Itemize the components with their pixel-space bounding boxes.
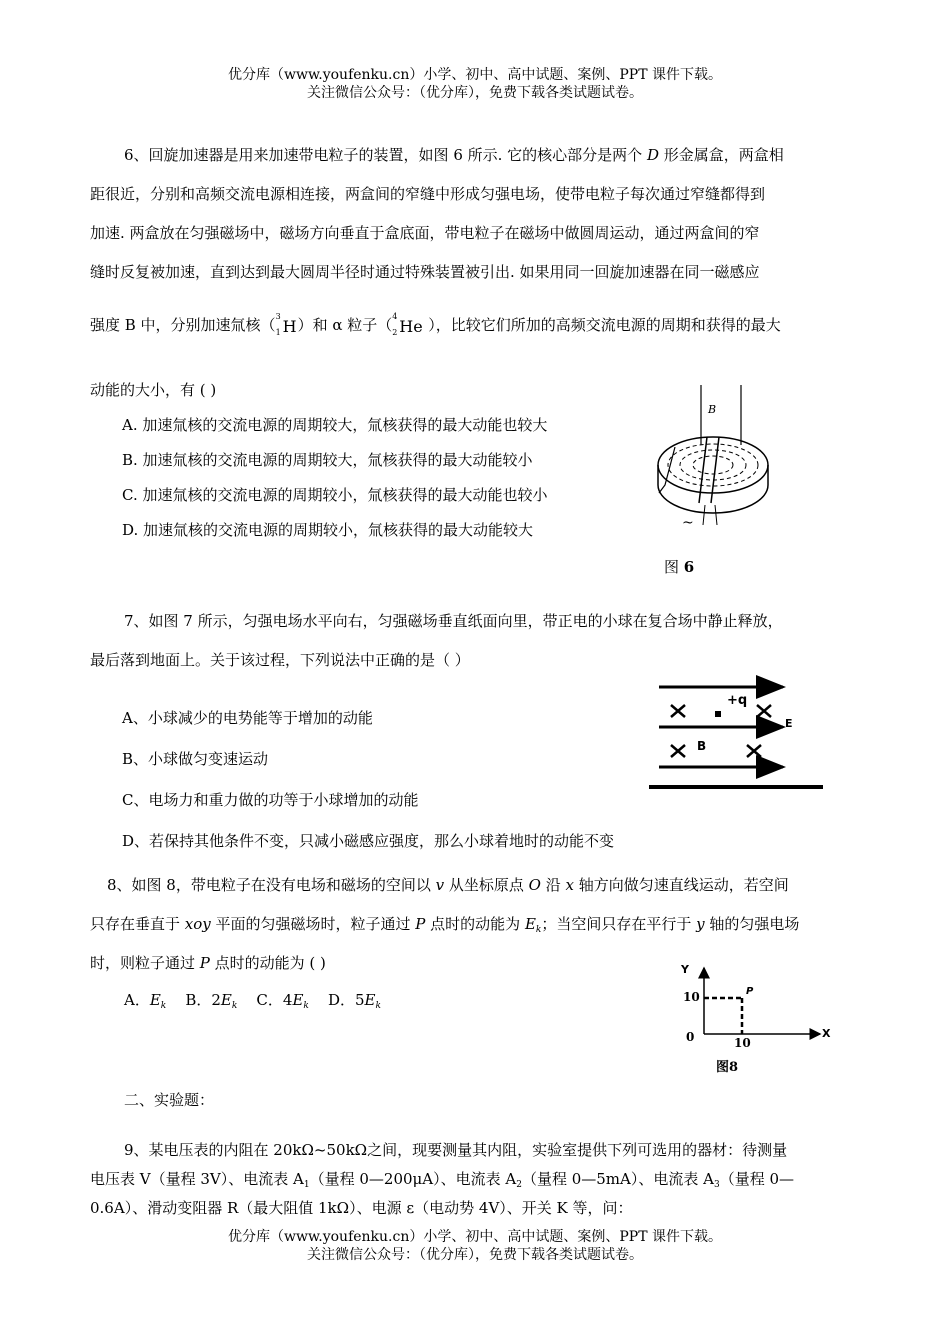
coord-x-label: X — [822, 1027, 831, 1040]
q9-line-2 — [90, 1168, 794, 1190]
q8-line-3-a: 时，则粒子通过 — [90, 954, 200, 972]
q7-option-b: B、小球做匀变速运动 — [122, 750, 269, 768]
q8-option-d-label: D．5 — [327, 991, 365, 1009]
q6-line-1-a: 6、回旋加速器是用来加速带电粒子的装置，如图 6 所示. 它的核心部分是两个 — [124, 146, 647, 164]
q8-line-2-b: 平面的匀强磁场时，粒子通过 — [210, 915, 416, 933]
q6-line-6: 动能的大小，有 ( ) — [90, 381, 217, 399]
tritium-nuclide — [275, 312, 298, 337]
figure-8-caption: 图8 — [716, 1060, 739, 1075]
q8-line-1 — [107, 874, 789, 895]
q8-line-1-c: 沿 — [540, 876, 566, 894]
q9-line-2-d: （量程 0— — [719, 1170, 795, 1188]
figure-6-caption — [664, 556, 694, 577]
q8-x: x — [565, 876, 574, 894]
q8-option-c-e: E — [292, 991, 304, 1009]
q8-option-b-label: B．2 — [185, 991, 221, 1009]
q8-option-b-k: k — [231, 1001, 238, 1011]
q8-option-d-k: k — [375, 1001, 381, 1011]
q8-options — [124, 989, 381, 1011]
q6-line-4: 缝时反复被加速，直到达到最大圆周半径时通过特殊装置被引出. 如果用同一回旋加速器在同一磁感应 — [90, 263, 760, 281]
q6-option-d: D. 加速氚核的交流电源的周期较小，氚核获得的最大动能较大 — [122, 521, 534, 539]
q8-option-a-label: A． — [124, 991, 150, 1009]
cyclotron-b-label: B — [708, 403, 717, 416]
q8-option-a — [124, 991, 166, 1009]
q6-option-b: B. 加速氚核的交流电源的周期较大，氚核获得的最大动能较小 — [122, 451, 533, 469]
q8-line-1-a: 8、如图 8，带电粒子在没有电场和磁场的空间以 — [107, 876, 436, 894]
coord-x10-label: 10 — [734, 1036, 751, 1050]
q8-option-b — [185, 991, 237, 1009]
q6-line-2: 距很近，分别和高频交流电源相连接，两盒间的窄缝中形成匀强电场，使带电粒子每次通过窄缝都得到 — [90, 185, 766, 203]
q8-xoy: xoy — [184, 915, 211, 933]
field-charge-label: +q — [727, 693, 748, 708]
q8-line-2-d: ；当空间只存在平行于 — [541, 915, 697, 933]
q7-option-a: A、小球减少的电势能等于增加的动能 — [122, 709, 373, 727]
q8-line-2-c: 点时的动能为 — [425, 915, 525, 933]
coord-p-label: P — [746, 986, 754, 997]
q8-option-a-e: E — [149, 991, 161, 1009]
cyclotron-ac-label: ~ — [682, 515, 694, 531]
q6-option-c: C. 加速氚核的交流电源的周期较小，氚核获得的最大动能也较小 — [122, 486, 548, 504]
coord-origin-label: 0 — [686, 1030, 695, 1044]
header-line-1: 优分库（www.youfenku.cn）小学、初中、高中试题、案例、PPT 课件下载。 — [227, 67, 722, 83]
q6-line-5-c: ），比较它们所加的高频交流电源的周期和获得的最大 — [428, 316, 781, 334]
q8-e: E — [524, 915, 536, 933]
q6-option-a: A. 加速氚核的交流电源的周期较大，氚核获得的最大动能也较大 — [122, 416, 548, 434]
tritium-charge: 1 — [275, 328, 281, 337]
q9-line-2-a: 电压表 V（量程 3V）、电流表 A — [90, 1170, 304, 1188]
q8-option-c — [256, 991, 308, 1009]
q6-line-5 — [90, 314, 781, 336]
q8-p-2: P — [199, 954, 210, 972]
footer-line-2: 关注微信公众号：（优分库），免费下载各类试题试卷。 — [307, 1247, 643, 1263]
q9-line-1: 9、某电压表的内阻在 20kΩ~50kΩ之间，现要测量其内阻，实验室提供下列可选用的器材：待测量 — [124, 1141, 788, 1159]
q8-line-1-d: 轴方向做匀速直线运动，若空间 — [574, 876, 789, 894]
q8-v: v — [435, 876, 445, 894]
q9-sub-2: 2 — [516, 1180, 522, 1190]
q7-line-2: 最后落到地面上。关于该过程，下列说法中正确的是（ ） — [90, 651, 470, 669]
q8-line-3-b: 点时的动能为 ( ) — [209, 954, 326, 972]
tritium-symbol: H — [282, 317, 297, 336]
coord-y10-label: 10 — [683, 990, 700, 1004]
q6-line-1 — [124, 144, 784, 165]
alpha-mass: 4 — [392, 312, 398, 321]
q8-option-c-label: C．4 — [256, 991, 293, 1009]
q8-option-b-e: E — [220, 991, 232, 1009]
q8-option-d — [328, 991, 381, 1009]
q8-line-2-e: 轴的匀强电场 — [704, 915, 800, 933]
figure-6-caption-text: 图 — [664, 558, 684, 576]
q8-line-3 — [90, 952, 326, 973]
q6-line-5-a: 强度 B 中，分别加速氚核（ — [90, 316, 276, 334]
q8-k: k — [535, 925, 542, 935]
q6-line-5-b: ）和 α 粒子（ — [297, 316, 393, 334]
q8-y: y — [696, 915, 705, 933]
q7-option-d: D、若保持其他条件不变，只减小磁感应强度，那么小球着地时的动能不变 — [122, 832, 615, 850]
q8-line-2-a: 只存在垂直于 — [90, 915, 185, 933]
q7-line-1: 7、如图 7 所示，匀强电场水平向右，匀强磁场垂直纸面向里，带正电的小球在复合场中静止释放， — [124, 612, 783, 630]
q8-line-1-b: 从坐标原点 — [444, 876, 529, 894]
figure-6-caption-num: 6 — [683, 558, 695, 576]
q6-line-1-b: 形金属盒，两盒相 — [658, 146, 784, 164]
section-2-title: 二、实验题： — [124, 1091, 215, 1109]
q8-option-c-k: k — [303, 1001, 309, 1011]
header-line-2: 关注微信公众号：（优分库），免费下载各类试题试卷。 — [307, 85, 643, 101]
coord-y-label: Y — [681, 963, 689, 976]
q8-o: O — [528, 876, 541, 894]
q8-option-d-e: E — [364, 991, 376, 1009]
alpha-nuclide — [392, 312, 428, 337]
q8-line-2 — [90, 913, 799, 935]
q8-option-a-k: k — [160, 1001, 167, 1011]
q9-line-2-b: （量程 0—200μA）、电流表 A — [309, 1170, 517, 1188]
q8-p: P — [415, 915, 426, 933]
field-e-label: E — [785, 717, 793, 730]
q7-option-c: C、电场力和重力做的功等于小球增加的动能 — [122, 791, 419, 809]
alpha-symbol: He — [399, 317, 423, 336]
q9-sub-3: 3 — [713, 1180, 720, 1190]
q9-line-2-c: （量程 0—5mA）、电流表 A — [521, 1170, 714, 1188]
q9-line-3: 0.6A）、滑动变阻器 R（最大阻值 1kΩ）、电源 ε（电动势 4V）、开关 K 等，问： — [90, 1199, 633, 1217]
footer-line-1: 优分库（www.youfenku.cn）小学、初中、高中试题、案例、PPT 课件下载。 — [227, 1229, 722, 1245]
alpha-charge: 2 — [392, 328, 398, 337]
field-b-label: B — [697, 739, 707, 753]
q9-sub-1: 1 — [303, 1180, 310, 1190]
q6-line-3: 加速. 两盒放在匀强磁场中，磁场方向垂直于盒底面，带电粒子在磁场中做圆周运动，通过两盒间的窄 — [90, 224, 760, 242]
q6-d: D — [646, 146, 659, 164]
tritium-mass: 3 — [275, 312, 281, 321]
